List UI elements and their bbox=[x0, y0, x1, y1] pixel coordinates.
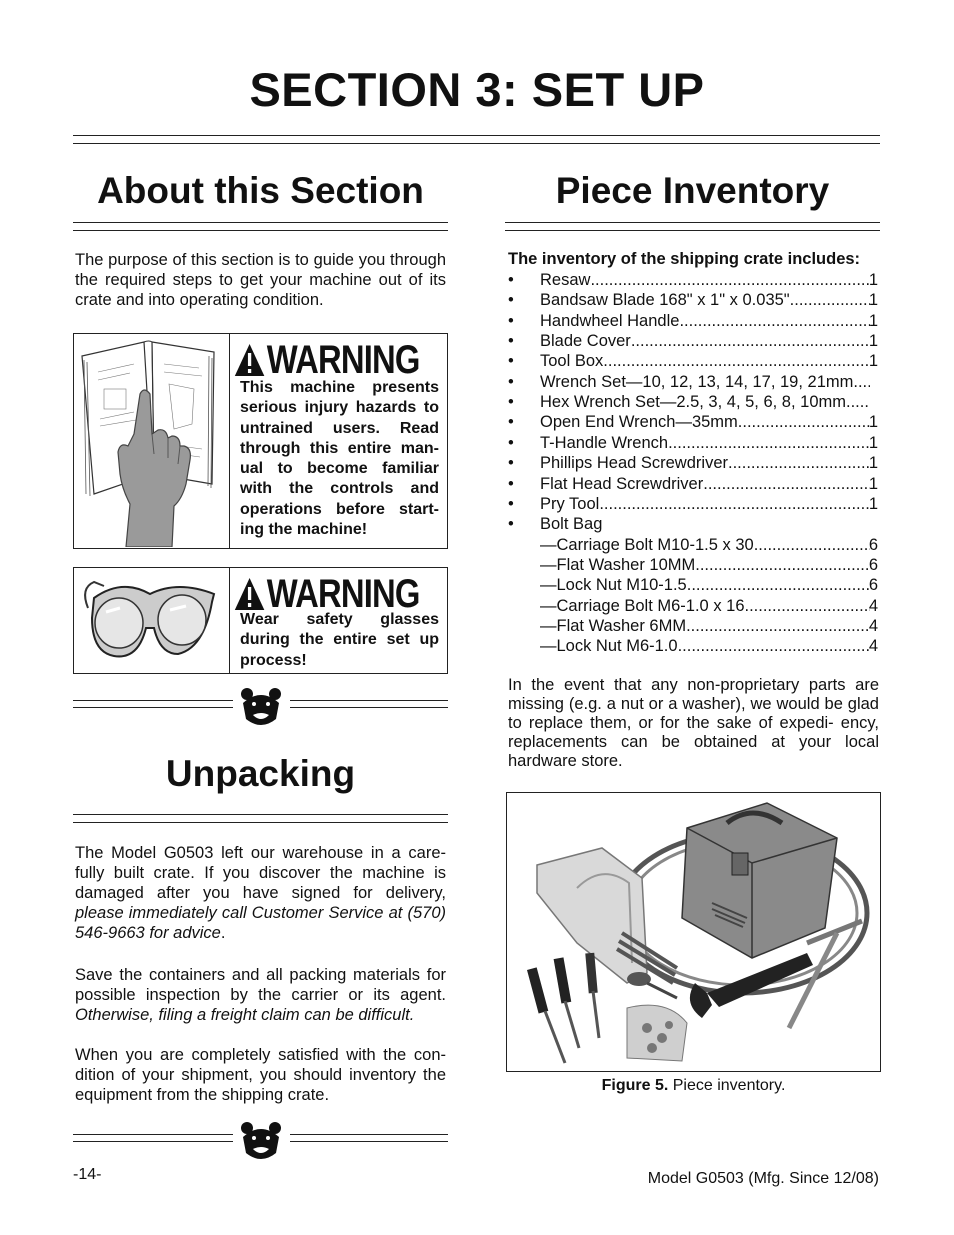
inventory-item bbox=[508, 453, 878, 473]
bear-logo-icon bbox=[238, 685, 284, 731]
bullet: • bbox=[508, 454, 514, 473]
inventory-item-qty: 1 bbox=[868, 494, 878, 513]
leader-dots bbox=[679, 311, 870, 331]
figure-caption bbox=[506, 1077, 881, 1095]
separator-line bbox=[290, 700, 448, 701]
inventory-item bbox=[508, 474, 878, 494]
leader-dots bbox=[853, 372, 870, 392]
inventory-item-qty: 6 bbox=[868, 535, 878, 554]
inventory-item-label bbox=[540, 311, 870, 331]
unpacking-p1-text: The Model G0503 left our warehouse in a care- fully built crate. If you discover the machine is damaged after you have signed for delivery, bbox=[75, 844, 446, 902]
inventory-rule-top bbox=[505, 222, 880, 223]
leader-dots bbox=[745, 596, 870, 616]
bullet: • bbox=[508, 352, 514, 371]
inventory-item-label bbox=[540, 392, 870, 412]
inventory-rule-bottom bbox=[505, 230, 880, 231]
separator-line bbox=[73, 1134, 233, 1135]
model-footer: Model G0503 (Mfg. Since 12/08) bbox=[647, 1170, 879, 1187]
inventory-item-label bbox=[540, 596, 870, 616]
leader-dots bbox=[668, 433, 870, 453]
warning-triangle-icon bbox=[234, 343, 265, 377]
inventory-item-label bbox=[540, 535, 870, 555]
safety-glasses-icon bbox=[74, 568, 228, 672]
inventory-item-name: —Flat Washer 6MM bbox=[540, 616, 687, 635]
leader-dots bbox=[603, 351, 870, 371]
inventory-item-label bbox=[540, 616, 870, 636]
inventory-item-name: Flat Head Screwdriver bbox=[540, 474, 704, 493]
inventory-item-qty: 1 bbox=[868, 311, 878, 330]
inventory-item bbox=[508, 616, 878, 636]
leader-dots bbox=[728, 453, 870, 473]
inventory-item-label bbox=[540, 433, 870, 453]
leader-dots bbox=[695, 555, 870, 575]
hand-on-manual-icon bbox=[74, 334, 228, 547]
inventory-item-label bbox=[540, 270, 870, 290]
inventory-item bbox=[508, 270, 878, 290]
leader-dots bbox=[631, 331, 870, 351]
inventory-item bbox=[508, 514, 878, 534]
piece-inventory-photo bbox=[507, 793, 879, 1070]
title-rule-bottom bbox=[73, 143, 880, 144]
inventory-item bbox=[508, 412, 878, 432]
inventory-item-label bbox=[540, 453, 870, 473]
bear-logo-icon bbox=[238, 1119, 284, 1165]
inventory-item bbox=[508, 311, 878, 331]
leader-dots bbox=[687, 575, 870, 595]
unpacking-p2-text: Save the containers and all packing materials for possible inspection by the carrier or its agent. bbox=[75, 966, 446, 1004]
inventory-item-name: —Carriage Bolt M10-1.5 x 30 bbox=[540, 535, 754, 554]
warning-label-2 bbox=[234, 574, 420, 614]
inventory-item bbox=[508, 555, 878, 575]
separator-line bbox=[290, 1134, 448, 1135]
inventory-item-qty: 1 bbox=[868, 433, 878, 452]
figure-label: Figure 5. bbox=[601, 1077, 669, 1094]
unpacking-paragraph-2 bbox=[75, 965, 446, 1025]
separator-line bbox=[290, 1141, 448, 1142]
separator-line bbox=[73, 700, 233, 701]
title-rule-top bbox=[73, 135, 880, 136]
inventory-item-name: —Lock Nut M6-1.0 bbox=[540, 637, 678, 656]
warning-text-2: Wear safety glasses during the entire set up process! bbox=[240, 611, 439, 669]
inventory-item-qty: 1 bbox=[868, 454, 878, 473]
inventory-item-name: Phillips Head Screwdriver bbox=[540, 454, 728, 473]
inventory-item bbox=[508, 636, 878, 656]
bullet: • bbox=[508, 474, 514, 493]
inventory-item-name: Resaw bbox=[540, 271, 591, 289]
inventory-item bbox=[508, 372, 878, 392]
unpacking-paragraph-3: When you are completely satisfied with the con- dition of your shipment, you should inventory the equipment from the shipping crate. bbox=[75, 1046, 446, 1104]
unpacking-rule-top bbox=[73, 814, 448, 815]
unpacking-p1-end: . bbox=[220, 924, 226, 942]
inventory-item-name: T-Handle Wrench bbox=[540, 433, 669, 452]
inventory-item-qty: 1 bbox=[868, 474, 878, 493]
inventory-item-name: Pry Tool bbox=[540, 494, 600, 513]
inventory-item-name: Wrench Set—10, 12, 13, 14, 17, 19, 21mm bbox=[540, 372, 854, 391]
inventory-item bbox=[508, 351, 878, 371]
inventory-item bbox=[508, 331, 878, 351]
inventory-item-name: —Flat Washer 10MM bbox=[540, 555, 696, 574]
bullet: • bbox=[508, 393, 514, 412]
bullet: • bbox=[508, 515, 514, 534]
warning-triangle-icon bbox=[234, 577, 265, 611]
bullet: • bbox=[508, 413, 514, 432]
inventory-item-qty: 1 bbox=[868, 291, 878, 310]
bullet: • bbox=[508, 291, 514, 310]
leader-dots bbox=[703, 474, 870, 494]
inventory-item-qty: 4 bbox=[868, 637, 878, 656]
inventory-item-qty: 1 bbox=[868, 352, 878, 371]
inventory-item-name: Blade Cover bbox=[540, 332, 631, 351]
leader-dots bbox=[790, 290, 870, 310]
unpacking-paragraph-1 bbox=[75, 843, 446, 943]
inventory-item bbox=[508, 290, 878, 310]
warning-label-text-2: WARNING bbox=[266, 572, 420, 616]
warning-label-text-1: WARNING bbox=[266, 338, 420, 382]
separator-line bbox=[73, 707, 233, 708]
inventory-item-qty: 1 bbox=[868, 413, 878, 432]
inventory-item-qty: 1 bbox=[868, 332, 878, 351]
inventory-item-label bbox=[540, 514, 870, 534]
inventory-item-name: Hex Wrench Set—2.5, 3, 4, 5, 6, 8, 10mm bbox=[540, 393, 846, 412]
bullet: • bbox=[508, 372, 514, 391]
inventory-item-label bbox=[540, 351, 870, 371]
unpacking-rule-bottom bbox=[73, 822, 448, 823]
inventory-item-label bbox=[540, 555, 870, 575]
freight-claim-note: Otherwise, filing a freight claim can be difficult. bbox=[75, 1006, 415, 1024]
inventory-item-qty: 1 bbox=[868, 271, 878, 289]
inventory-item-label bbox=[540, 575, 870, 595]
warning-box-manual bbox=[73, 333, 448, 549]
inventory-intro: The inventory of the shipping crate includes: bbox=[508, 250, 861, 268]
inventory-note: In the event that any non-proprietary parts are missing (e.g. a nut or a washer), we would be glad to replace them, or for the sake of expedi- ency, replacements can be obtained at your local hardware store. bbox=[508, 676, 879, 770]
leader-dots bbox=[599, 494, 870, 514]
about-rule-bottom bbox=[73, 230, 448, 231]
warning-text-1: This machine presents serious injury hazards to untrained users. Read through this entire man- ual to become familiar with the controls and operations before start- ing the machine! bbox=[240, 379, 439, 539]
inventory-item-name: Open End Wrench—35mm bbox=[540, 413, 738, 432]
inventory-item-label bbox=[540, 636, 870, 656]
figure-caption-text: Piece inventory. bbox=[668, 1077, 786, 1094]
leader-dots bbox=[846, 392, 870, 412]
leader-dots bbox=[686, 616, 870, 636]
inventory-item-name: Tool Box bbox=[540, 352, 604, 371]
inventory-item bbox=[508, 494, 878, 514]
inventory-item-qty: 4 bbox=[868, 596, 878, 615]
inventory-item-name: —Lock Nut M10-1.5 bbox=[540, 576, 687, 595]
inventory-item-label bbox=[540, 474, 870, 494]
bullet: • bbox=[508, 271, 514, 289]
unpacking-heading: Unpacking bbox=[165, 753, 356, 794]
leader-dots bbox=[754, 535, 870, 555]
safety-glasses-illustration bbox=[74, 568, 230, 673]
bullet: • bbox=[508, 332, 514, 351]
inventory-item bbox=[508, 596, 878, 616]
bullet: • bbox=[508, 311, 514, 330]
warning-box-glasses bbox=[73, 567, 448, 674]
inventory-item bbox=[508, 433, 878, 453]
bullet: • bbox=[508, 494, 514, 513]
leader-dots bbox=[590, 270, 870, 290]
about-rule-top bbox=[73, 222, 448, 223]
inventory-item-name: Bolt Bag bbox=[540, 515, 603, 534]
customer-service-note: please immediately call Customer Service at (570) 546-9663 for advice bbox=[75, 904, 446, 942]
inventory-item-qty: 6 bbox=[868, 576, 878, 595]
leader-dots bbox=[678, 636, 870, 656]
inventory-item-label bbox=[540, 372, 870, 392]
inventory-item-label bbox=[540, 331, 870, 351]
separator-line bbox=[73, 1141, 233, 1142]
inventory-item bbox=[508, 535, 878, 555]
inventory-item-label bbox=[540, 494, 870, 514]
inventory-item-label bbox=[540, 412, 870, 432]
read-manual-illustration bbox=[74, 334, 230, 548]
inventory-item-name: Bandsaw Blade 168" x 1" x 0.035" bbox=[540, 291, 790, 310]
inventory-item-name: Handwheel Handle bbox=[540, 311, 680, 330]
bullet: • bbox=[508, 433, 514, 452]
inventory-item bbox=[508, 392, 878, 412]
about-heading: About this Section bbox=[97, 170, 424, 211]
separator-line bbox=[290, 707, 448, 708]
inventory-item-label bbox=[540, 290, 870, 310]
warning-label-1 bbox=[234, 340, 420, 380]
leader-dots bbox=[738, 412, 870, 432]
page-number: -14- bbox=[73, 1166, 102, 1183]
figure-frame bbox=[506, 792, 881, 1072]
page-title: SECTION 3: SET UP bbox=[249, 63, 705, 116]
inventory-item bbox=[508, 575, 878, 595]
inventory-item-qty: 6 bbox=[868, 555, 878, 574]
about-text: The purpose of this section is to guide you through the required steps to get your machine out of its crate and into operating condition. bbox=[75, 251, 446, 309]
inventory-item-qty: 4 bbox=[868, 616, 878, 635]
inventory-item-name: —Carriage Bolt M6-1.0 x 16 bbox=[540, 596, 745, 615]
inventory-heading: Piece Inventory bbox=[555, 170, 830, 211]
